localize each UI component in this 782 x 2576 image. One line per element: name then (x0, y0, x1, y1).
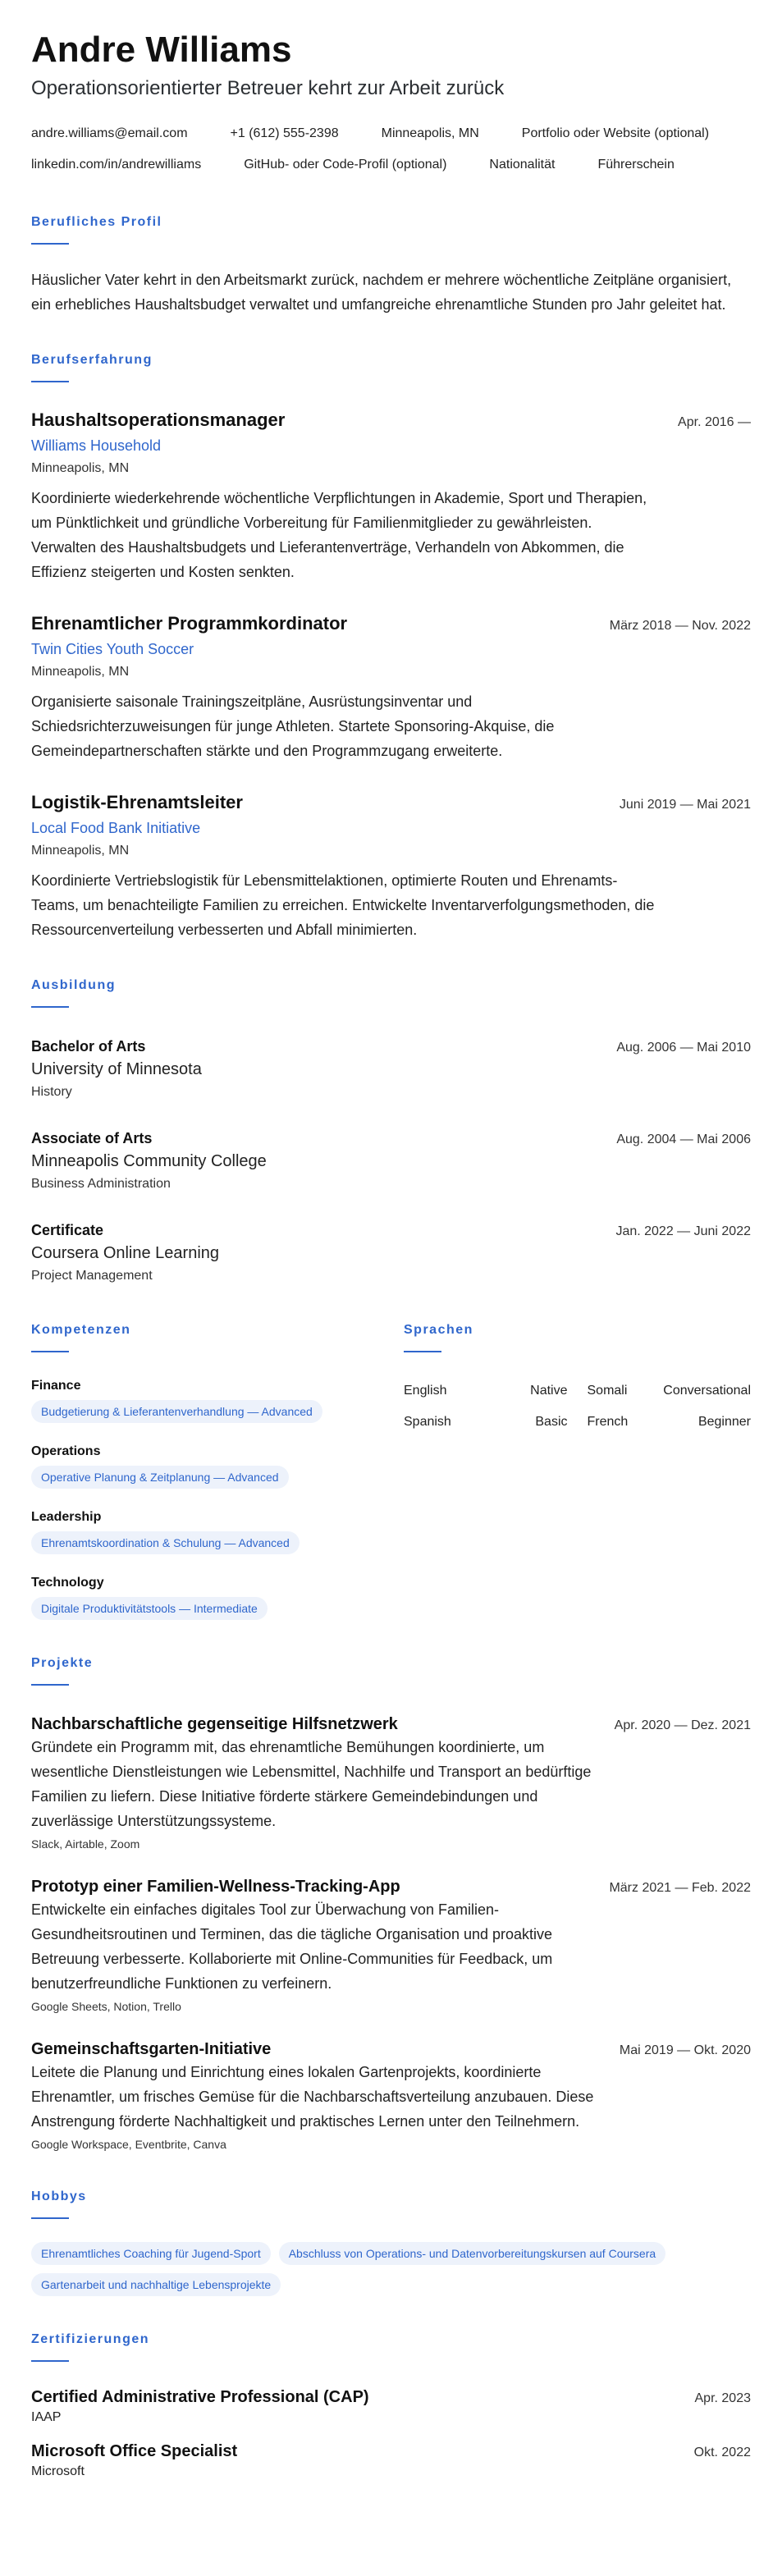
hobby-chip: Abschluss von Operations- und Datenvorbereitungskursen auf Coursera (279, 2242, 665, 2265)
education-entry (31, 1036, 751, 1103)
language-level: Basic (535, 1415, 568, 1429)
language-name: Somali (587, 1384, 628, 1398)
candidate-headline: Operationsorientierter Betreuer kehrt zur Arbeit zurück (31, 77, 505, 99)
field-of-study: Project Management (31, 1269, 153, 1283)
degree-title: Associate of Arts (31, 1130, 153, 1146)
section-title-hobbies: Hobbys (31, 2189, 87, 2203)
job-dates: Apr. 2016 — (678, 415, 751, 429)
job-location: Minneapolis, MN (31, 844, 130, 858)
section-divider (31, 1351, 69, 1352)
contact-portfolio[interactable]: Portfolio oder Website (optional) (521, 126, 710, 140)
job-location: Minneapolis, MN (31, 665, 130, 679)
skill-category: Technology (31, 1576, 104, 1590)
contact-list (31, 120, 751, 179)
experience-entry (31, 612, 751, 763)
language-level: Conversational (663, 1384, 751, 1398)
job-dates: Juni 2019 — Mai 2021 (619, 798, 751, 812)
job-title: Logistik-Ehrenamtsleiter (31, 792, 243, 812)
certification-name: Certified Administrative Professional (CAP) (31, 2388, 369, 2406)
certification-issuer: Microsoft (31, 2464, 85, 2478)
skills-section (31, 1321, 404, 1620)
school-name: University of Minnesota (31, 1060, 202, 1078)
section-title-skills: Kompetenzen (31, 1323, 131, 1337)
section-title-education: Ausbildung (31, 978, 116, 992)
education-section (31, 977, 751, 1287)
profile-summary: Häuslicher Vater kehrt in den Arbeitsmarkt zurück, nachdem er mehrere wöchentliche Zeitpläne organisiert, ein erhebliches Haushaltsbudget verwaltet und umfangreiche ehrenamtliche Stunden pro Jahr geleitet hat. (31, 272, 732, 313)
project-title: Gemeinschaftsgarten-Initiative (31, 2040, 272, 2058)
project-dates: Mai 2019 — Okt. 2020 (619, 2043, 751, 2057)
section-divider (31, 243, 69, 245)
job-location: Minneapolis, MN (31, 461, 130, 475)
job-title: Ehrenamtlicher Programmkordinator (31, 613, 348, 634)
degree-title: Certificate (31, 1222, 104, 1238)
job-title: Haushaltsoperationsmanager (31, 410, 286, 430)
contact-license: Führerschein (597, 158, 675, 172)
education-dates: Aug. 2006 — Mai 2010 (616, 1041, 751, 1055)
certification-date: Okt. 2022 (693, 2446, 751, 2459)
section-divider (31, 1006, 69, 1008)
job-company: Twin Cities Youth Soccer (31, 641, 194, 657)
job-company: Local Food Bank Initiative (31, 820, 201, 836)
language-name: French (587, 1415, 629, 1429)
project-tools: Google Sheets, Notion, Trello (31, 2000, 181, 2013)
hobby-chip: Gartenarbeit und nachhaltige Lebensprojekte (31, 2273, 281, 2296)
section-title-profile: Berufliches Profil (31, 215, 162, 229)
section-divider (31, 2217, 69, 2219)
language-grid (404, 1375, 751, 1438)
school-name: Coursera Online Learning (31, 1244, 220, 1262)
field-of-study: Business Administration (31, 1177, 171, 1191)
contact-nationality: Nationalität (489, 158, 556, 172)
language-item (588, 1375, 752, 1407)
contact-github[interactable]: GitHub- oder Code-Profil (optional) (244, 158, 447, 172)
job-dates: März 2018 — Nov. 2022 (609, 619, 751, 633)
project-description: Entwickelte ein einfaches digitales Tool zur Überwachung von Familien-Gesundheitsroutinen und Terminen, das die tägliche Organisation und proaktive Betreuung verbesserte. Kollaborierte mit Online-Communities für Feedback, um benutzerfreundliche Funktionen zu verfeinern. (31, 1901, 553, 1992)
education-entry (31, 1219, 751, 1287)
hobbies-section (31, 2188, 751, 2296)
certification-issuer: IAAP (31, 2410, 62, 2424)
project-description: Leitete die Planung und Einrichtung eines lokalen Gartenprojekts, koordinierte Ehrenamtler, um frisches Gemüse für die Nachbarschaftsverteilung anzubauen. Diese Anstrengung förderte Nachhaltigkeit und praktisches Lernen unter den Teilnehmern. (31, 2064, 594, 2130)
project-description: Gründete ein Programm mit, das ehrenamtliche Bemühungen koordinierte, um wesentliche Dienstleistungen wie Lebensmittel, Nachhilfe und Transport an bedürftige Familien zu liefern. Diese Initiative förderte stärkere Gemeindebindungen und zuverlässige Unterstützungssysteme. (31, 1739, 592, 1829)
certification-entry (31, 2441, 751, 2482)
skill-chip: Budgetierung & Lieferantenverhandlung — Advanced (31, 1400, 322, 1423)
skill-category: Finance (31, 1379, 81, 1393)
contact-location: Minneapolis, MN (381, 126, 479, 140)
certifications-section (31, 2331, 751, 2482)
project-entry (31, 1876, 751, 2016)
project-title: Prototyp einer Familien-Wellness-Tracking-App (31, 1878, 400, 1896)
skill-chip: Digitale Produktivitätstools — Intermediate (31, 1597, 268, 1620)
section-title-certifications: Zertifizierungen (31, 2332, 150, 2346)
projects-section (31, 1654, 751, 2153)
project-dates: März 2021 — Feb. 2022 (609, 1881, 751, 1895)
education-dates: Jan. 2022 — Juni 2022 (615, 1224, 751, 1238)
section-divider (31, 2360, 69, 2362)
contact-email[interactable]: andre.williams@email.com (31, 126, 188, 140)
hobby-list (31, 2242, 751, 2296)
section-divider (404, 1351, 441, 1352)
certification-date: Apr. 2023 (694, 2391, 751, 2405)
hobby-chip: Ehrenamtliches Coaching für Jugend-Sport (31, 2242, 271, 2265)
section-title-projects: Projekte (31, 1656, 94, 1670)
language-name: Spanish (404, 1415, 451, 1429)
languages-section (404, 1321, 751, 1620)
skill-chip: Ehrenamtskoordination & Schulung — Advanced (31, 1531, 300, 1554)
education-dates: Aug. 2004 — Mai 2006 (616, 1132, 751, 1146)
project-entry (31, 1714, 751, 1853)
project-tools: Slack, Airtable, Zoom (31, 1837, 140, 1851)
experience-entry (31, 409, 751, 584)
language-item (404, 1407, 568, 1438)
certification-entry (31, 2386, 751, 2427)
candidate-name: Andre Williams (31, 30, 292, 70)
language-name: English (404, 1384, 447, 1398)
school-name: Minneapolis Community College (31, 1152, 267, 1170)
project-title: Nachbarschaftliche gegenseitige Hilfsnetzwerk (31, 1715, 398, 1733)
education-entry (31, 1128, 751, 1195)
experience-section (31, 351, 751, 942)
section-title-languages: Sprachen (404, 1323, 473, 1337)
job-description: Organisierte saisonale Trainingszeitpläne, Ausrüstungsinventar und Schiedsrichterzuweisungen für junge Athleten. Startete Sponsoring-Akquise, die Gemeindepartnerschaften stärkte und den Programmzugang erweiterte. (31, 693, 555, 759)
section-title-experience: Berufserfahrung (31, 353, 153, 367)
skill-category: Leadership (31, 1510, 102, 1524)
project-entry (31, 2038, 751, 2153)
skills-languages-row (31, 1321, 751, 1620)
job-description: Koordinierte Vertriebslogistik für Lebensmittelaktionen, optimierte Routen und Ehrenamts-Teams, um benachteiligte Familien zu erreichen. Entwickelte Inventarverfolgungsmethoden, die Ressourcenverteilung verbesserten und Abfall minimierten. (31, 872, 655, 938)
project-tools: Google Workspace, Eventbrite, Canva (31, 2138, 226, 2151)
language-level: Native (530, 1384, 568, 1398)
language-item (404, 1375, 568, 1407)
language-level: Beginner (697, 1415, 751, 1429)
experience-entry (31, 791, 751, 942)
contact-phone[interactable]: +1 (612) 555-2398 (230, 126, 339, 140)
contact-linkedin[interactable]: linkedin.com/in/andrewilliams (31, 158, 202, 172)
certification-name: Microsoft Office Specialist (31, 2442, 238, 2460)
skill-chip: Operative Planung & Zeitplanung — Advanced (31, 1466, 289, 1489)
job-description: Koordinierte wiederkehrende wöchentliche Verpflichtungen in Akademie, Sport und Therapien, um Pünktlichkeit und gründliche Vorbereitung für Familienmitglieder zu gewährleisten. Verwalten des Haushaltsbudgets und Lieferantenverträge, Verhandeln von Abkommen, die Effizienz steigerten und Kosten senkten. (31, 490, 647, 580)
language-item (588, 1407, 752, 1438)
degree-title: Bachelor of Arts (31, 1038, 146, 1055)
profile-section (31, 213, 751, 317)
project-dates: Apr. 2020 — Dez. 2021 (614, 1718, 751, 1732)
field-of-study: History (31, 1085, 72, 1099)
skill-category: Operations (31, 1444, 101, 1458)
section-divider (31, 381, 69, 382)
job-company: Williams Household (31, 437, 162, 454)
section-divider (31, 1684, 69, 1686)
